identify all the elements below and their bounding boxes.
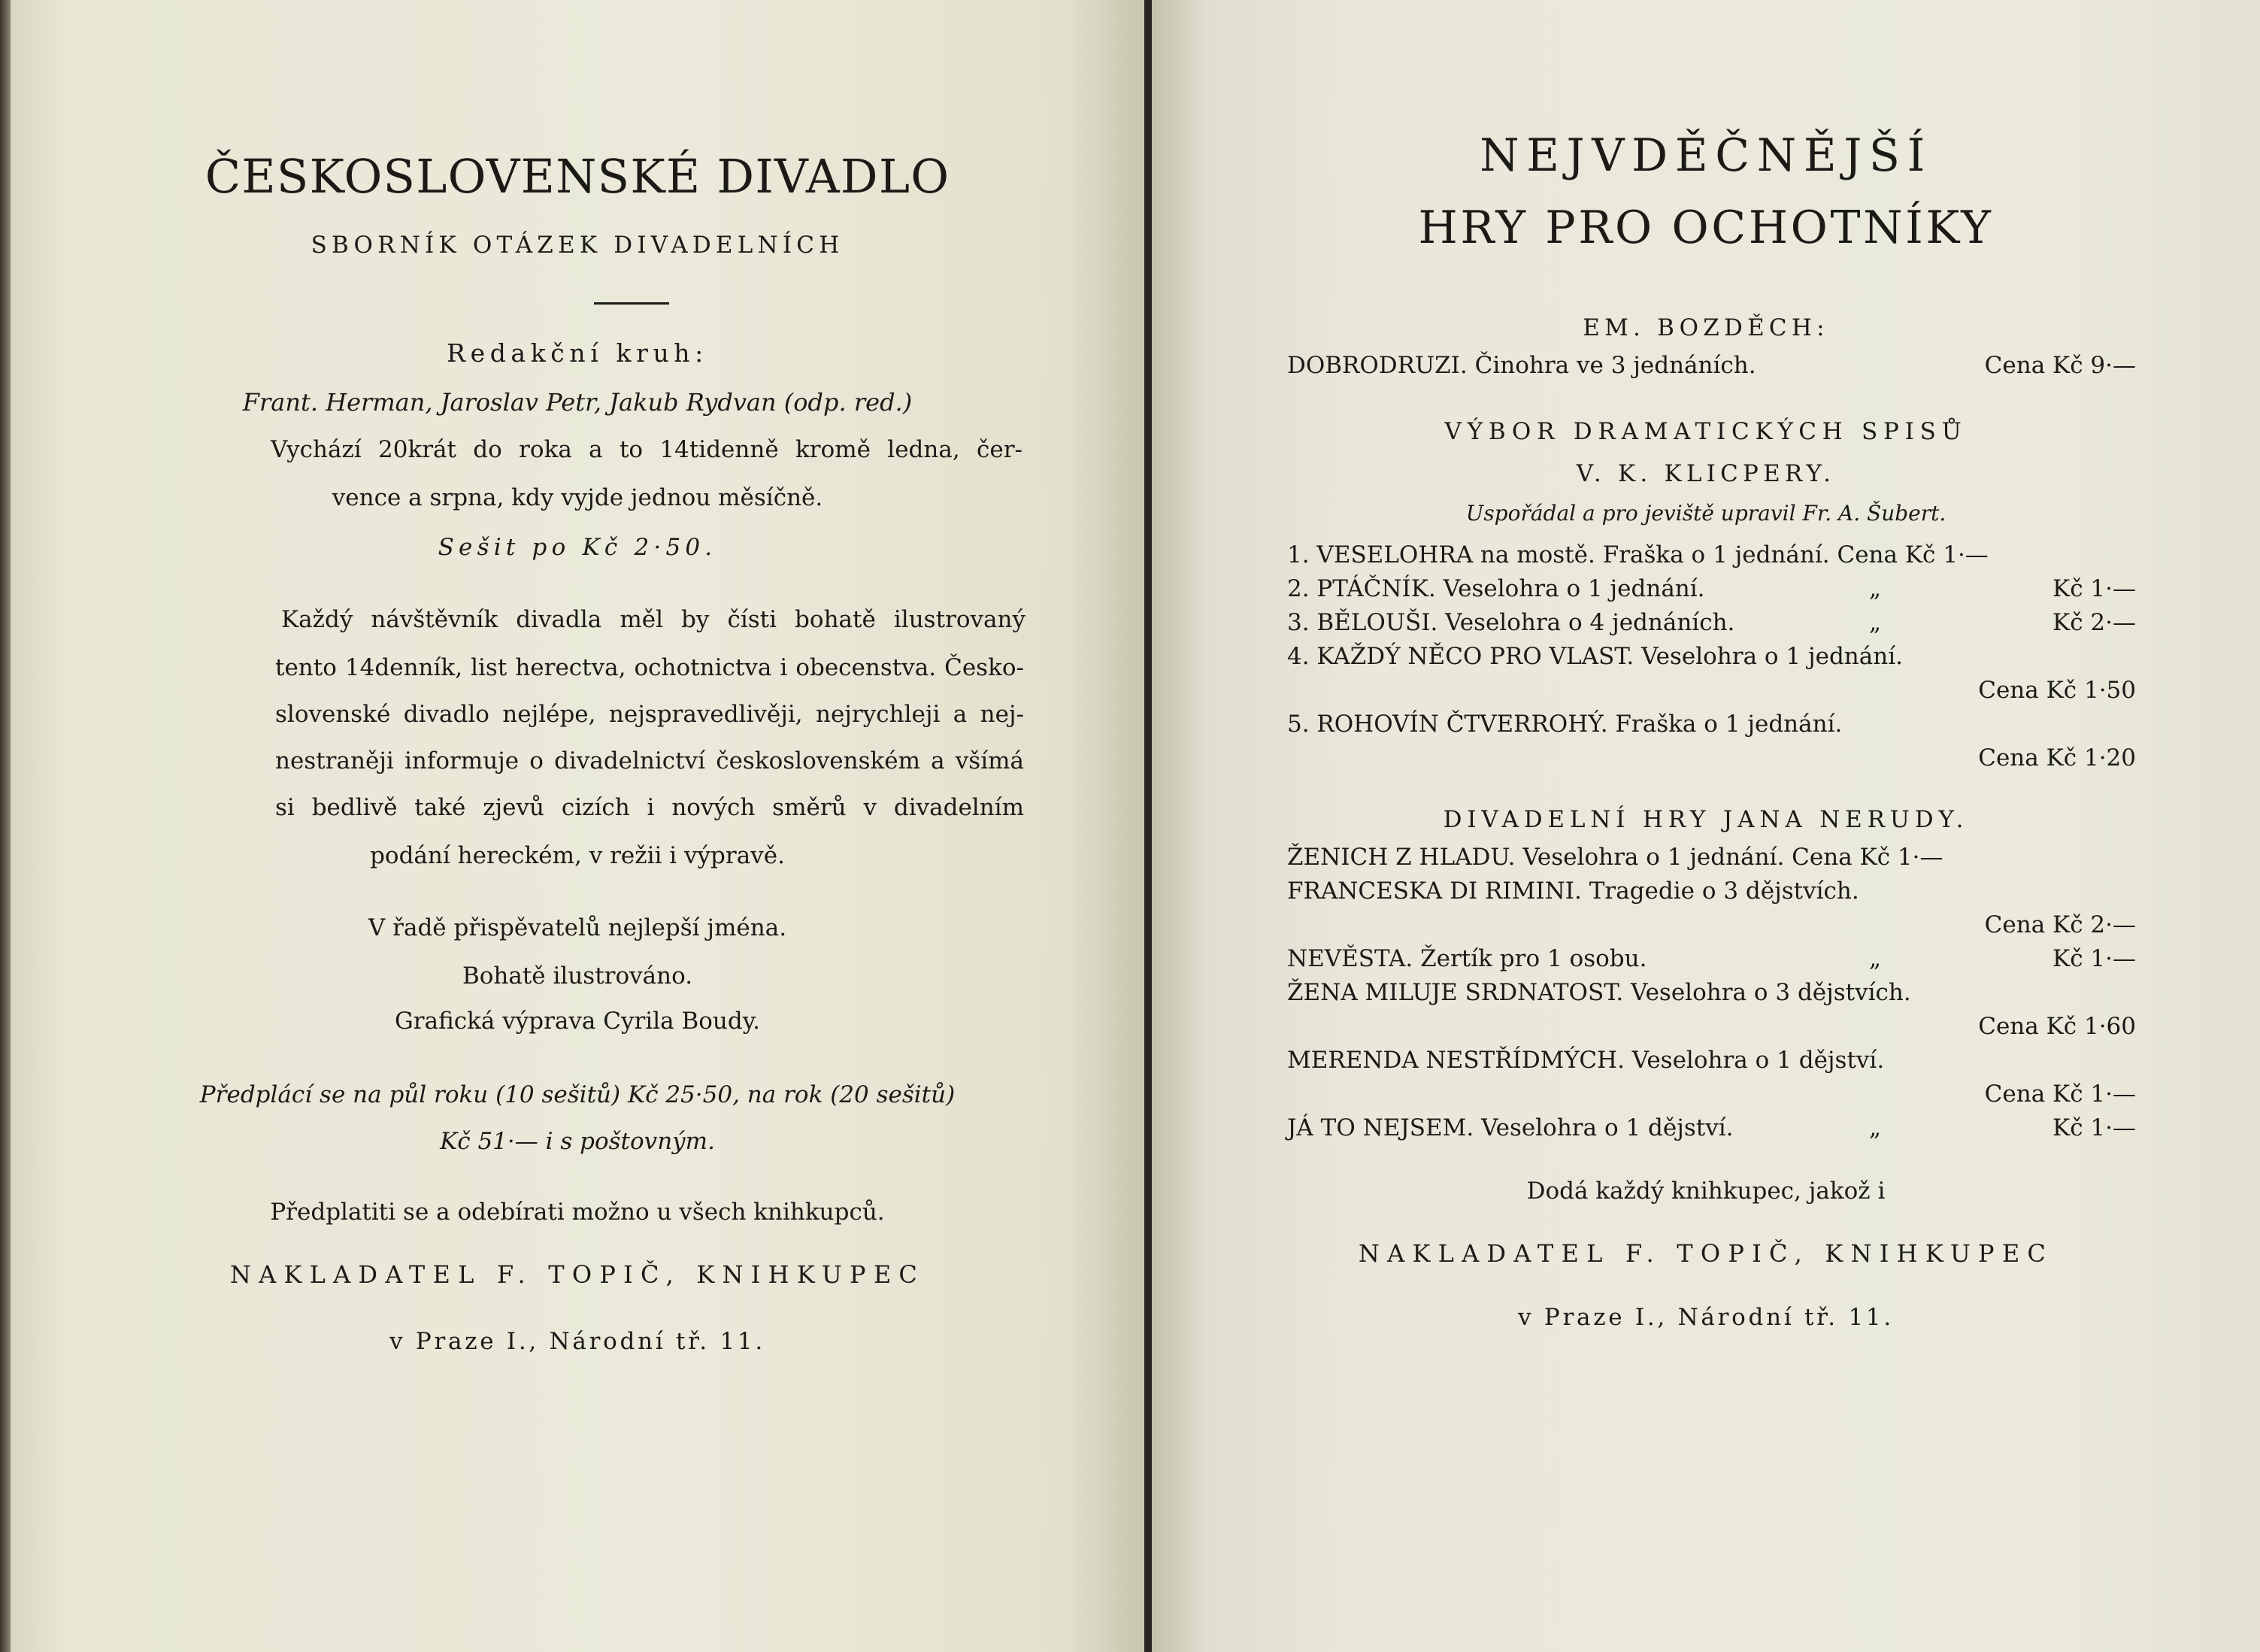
right-page [1152, 0, 2260, 1652]
subscription-line-2: Kč 51·— i s poštovným. [440, 1128, 715, 1155]
item-price: Cena Kč 1·20 [1978, 744, 2136, 771]
frequency-line-1: Vychází 20krát do roka a to 14tidenně kromě ledna, čer- [271, 436, 1022, 463]
item-text: 2. PTÁČNÍK. Veselohra o 1 jednání. [1287, 575, 1705, 602]
item-text: 1. VESELOHRA na mostě. Fraška o 1 jednání. Cena Kč 1·— [1287, 541, 1989, 568]
item-text: ŽENA MILUJE SRDNATOST. Veselohra o 3 dějstvích. [1287, 979, 1911, 1006]
feature-graphics: Grafická výprava Cyrila Boudy. [395, 1008, 760, 1035]
item-text: MERENDA NESTŘÍDMÝCH. Veselohra o 1 dějství. [1287, 1047, 1885, 1074]
item-price: Kč 1·— [2052, 945, 2136, 972]
item-price: Cena Kč 1·— [1984, 1081, 2136, 1108]
editors-line: Frant. Herman, Jaroslav Petr, Jakub Rydvan (odp. red.) [242, 388, 913, 417]
paragraph-line-5: si bedlivě také zjevů cizích i nových směrů v divadelním [275, 794, 1024, 821]
feature-contributors: V řadě přispěvatelů nejlepší jména. [368, 914, 787, 941]
subscription-line-1: Předplácí se na půl roku (10 sešitů) Kč 25·50, na rok (20 sešitů) [199, 1081, 956, 1108]
ditto-mark: „ [1869, 609, 1882, 636]
book-gutter [1144, 0, 1152, 1652]
item-text: 5. ROHOVÍN ČTVERROHÝ. Fraška o 1 jednání. [1287, 711, 1843, 738]
paragraph-line-4: nestraněji informuje o divadelnictví československém a všímá [275, 747, 1024, 774]
paragraph-line-6: podání hereckém, v režii i výpravě. [370, 842, 785, 869]
item-price: Kč 1·— [2052, 575, 2136, 602]
publisher-address: v Praze I., Národní tř. 11. [1518, 1304, 1894, 1331]
editorial-heading: Redakční kruh: [447, 338, 708, 368]
item-text: DOBRODRUZI. Činohra ve 3 jednáních. [1287, 352, 1756, 379]
journal-title: ČESKOSLOVENSKÉ DIVADLO [204, 149, 950, 204]
item-price: Kč 1·— [2052, 1114, 2136, 1141]
bozdech-heading: EM. BOZDĚCH: [1583, 314, 1829, 341]
item-text: 3. BĚLOUŠI. Veselohra o 4 jednáních. [1287, 609, 1735, 636]
ditto-mark: „ [1869, 575, 1882, 602]
neruda-heading: DIVADELNÍ HRY JANA NERUDY. [1443, 806, 1969, 833]
item-text: FRANCESKA DI RIMINI. Tragedie o 3 dějstvích. [1287, 878, 1859, 905]
item-text: JÁ TO NEJSEM. Veselohra o 1 dějství. [1287, 1114, 1734, 1141]
ditto-mark: „ [1869, 945, 1882, 972]
footer-note: Dodá každý knihkupec, jakož i [1526, 1178, 1886, 1205]
book-left-edge [0, 0, 11, 1652]
item-price: Cena Kč 1·50 [1978, 677, 2136, 704]
item-price: Cena Kč 9·— [1984, 352, 2136, 379]
publisher-line: NAKLADATEL F. TOPIČ, KNIHKUPEC [1358, 1239, 2054, 1268]
catalog-title-line-1: NEJVDĚČNĚJŠÍ [1480, 129, 1932, 182]
klicpera-note: Uspořádal a pro jeviště upravil Fr. A. Šubert. [1465, 501, 1946, 526]
paragraph-line-3: slovenské divadlo nejlépe, nejspravedlivěji, nejrychleji a nej- [275, 701, 1024, 728]
publisher-address: v Praze I., Národní tř. 11. [389, 1328, 765, 1355]
item-price: Cena Kč 2·— [1984, 911, 2136, 938]
feature-illustrated: Bohatě ilustrováno. [462, 962, 693, 990]
paragraph-line-2: tento 14denník, list herectva, ochotnictva i obecenstva. Česko- [275, 654, 1024, 681]
paragraph-line-1: Každý návštěvník divadla měl by čísti bohatě ilustrovaný [281, 606, 1025, 633]
availability-line: Předplatiti se a odebírati možno u všech knihkupců. [270, 1199, 885, 1226]
journal-subtitle: SBORNÍK OTÁZEK DIVADELNÍCH [311, 232, 844, 259]
issue-price: Sešit po Kč 2·50. [438, 534, 717, 561]
item-text: NEVĚSTA. Žertík pro 1 osobu. [1287, 945, 1647, 972]
klicpera-heading-2: V. K. KLICPERY. [1576, 460, 1836, 487]
publisher-line: NAKLADATEL F. TOPIČ, KNIHKUPEC [229, 1260, 926, 1289]
item-price: Kč 2·— [2052, 609, 2136, 636]
divider-rule [594, 302, 669, 305]
item-text: 4. KAŽDÝ NĚCO PRO VLAST. Veselohra o 1 jednání. [1287, 643, 1903, 670]
left-page [11, 0, 1144, 1652]
item-text: ŽENICH Z HLADU. Veselohra o 1 jednání. Cena Kč 1·— [1287, 844, 1943, 871]
catalog-title-line-2: HRY PRO OCHOTNÍKY [1418, 202, 1994, 254]
item-price: Cena Kč 1·60 [1978, 1013, 2136, 1040]
frequency-line-2: vence a srpna, kdy vyjde jednou měsíčně. [332, 484, 823, 511]
ditto-mark: „ [1869, 1114, 1882, 1141]
klicpera-heading-1: VÝBOR DRAMATICKÝCH SPISŮ [1444, 418, 1968, 445]
